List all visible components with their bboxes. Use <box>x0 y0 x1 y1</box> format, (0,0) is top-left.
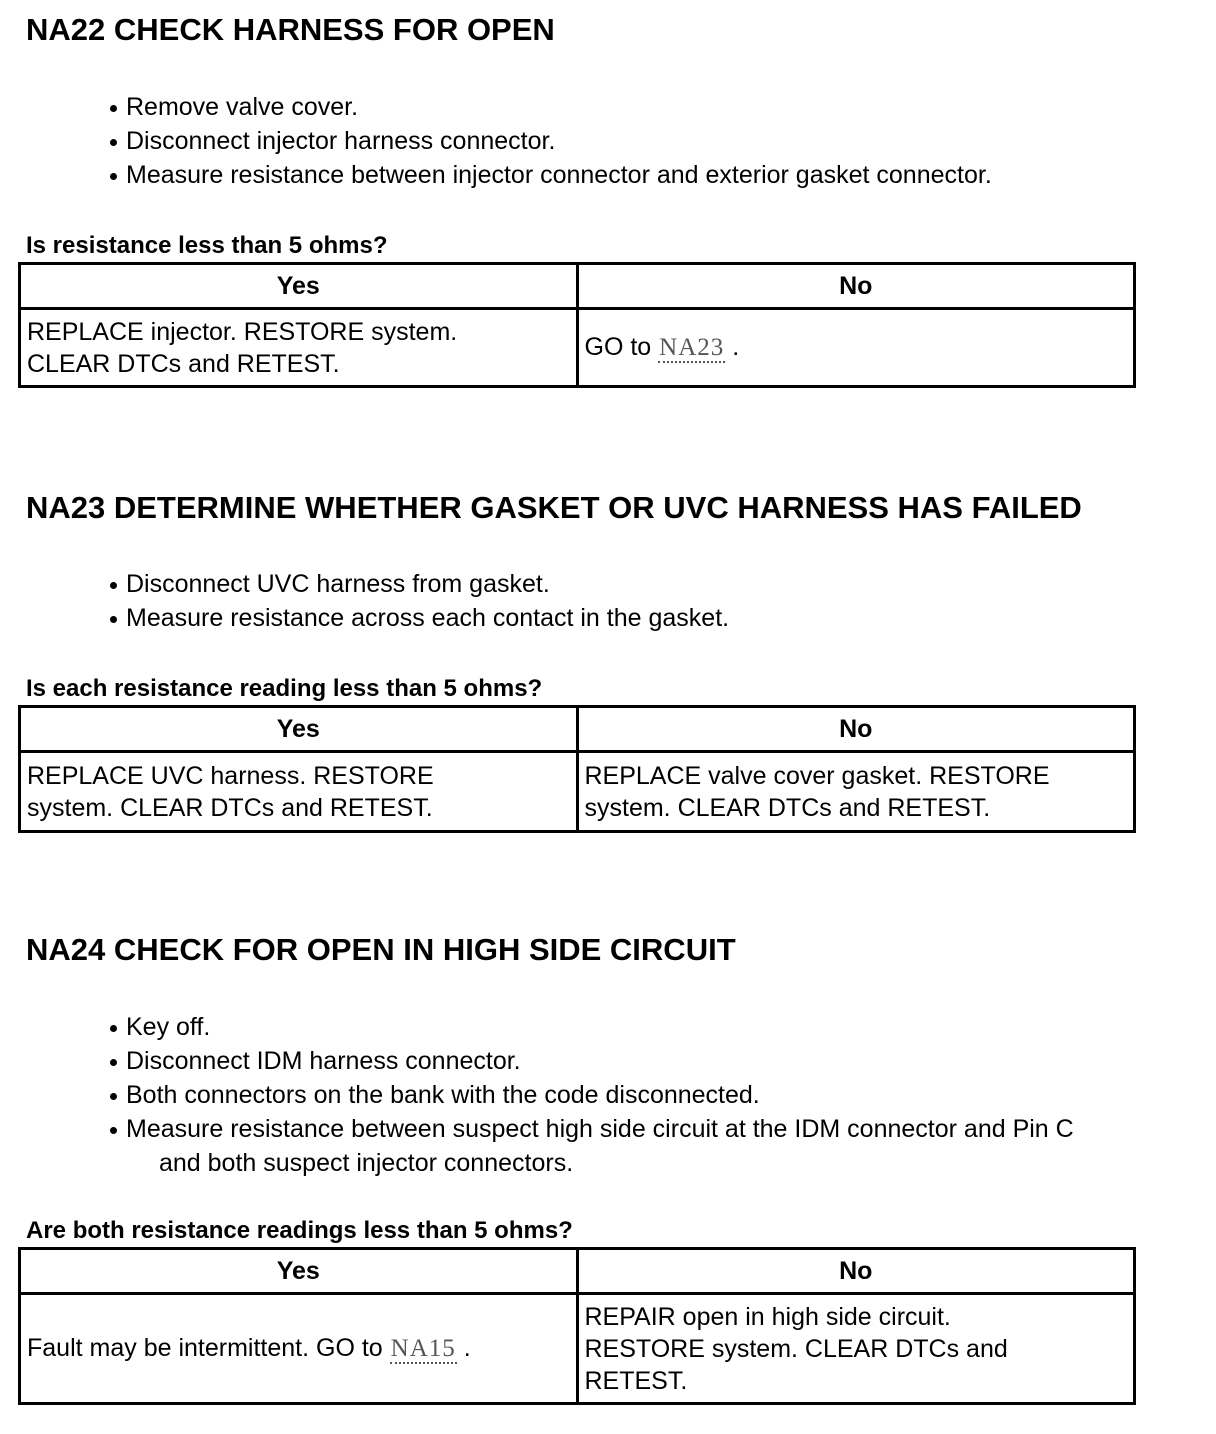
section-na22 <box>0 12 1216 392</box>
no-cell-text: GO to <box>584 333 659 361</box>
question: Is each resistance reading less than 5 ohms? <box>26 675 543 702</box>
yes-header: Yes <box>20 1249 578 1294</box>
step-list <box>106 567 729 635</box>
step-item: Disconnect IDM harness connector. <box>106 1044 1074 1078</box>
section-title: NA23 DETERMINE WHETHER GASKET OR UVC HARNESS HAS FAILED <box>26 490 1082 525</box>
step-item: Measure resistance between injector connector and exterior gasket connector. <box>106 158 992 192</box>
answer-table <box>18 705 1136 833</box>
section-na24 <box>0 932 1216 1422</box>
yes-cell <box>20 752 578 832</box>
yes-cell-text: Fault may be intermittent. GO to <box>27 1334 390 1362</box>
link-na15[interactable]: NA15 <box>390 1335 456 1362</box>
yes-header: Yes <box>20 707 578 752</box>
yes-cell-line: REPLACE UVC harness. RESTORE <box>27 761 434 790</box>
yes-cell-line: system. CLEAR DTCs and RETEST. <box>27 793 433 822</box>
step-item: Both connectors on the bank with the code disconnected. <box>106 1078 1074 1112</box>
step-item: Measure resistance across each contact in the gasket. <box>106 601 729 635</box>
answer-table <box>18 1247 1136 1405</box>
no-cell-line: RETEST. <box>584 1366 688 1395</box>
step-list <box>106 90 992 192</box>
no-cell-line: system. CLEAR DTCs and RETEST. <box>584 793 991 822</box>
no-cell <box>577 309 1135 387</box>
no-cell-suffix: . <box>725 333 740 361</box>
no-header: No <box>577 264 1135 309</box>
no-cell <box>577 1294 1135 1404</box>
no-cell <box>577 752 1135 832</box>
step-item: Disconnect injector harness connector. <box>106 124 992 158</box>
step-list <box>106 1010 1074 1180</box>
yes-cell-line: REPLACE injector. RESTORE system. <box>27 317 458 346</box>
section-title: NA24 CHECK FOR OPEN IN HIGH SIDE CIRCUIT <box>26 932 736 967</box>
step-item: Key off. <box>106 1010 1074 1044</box>
section-title: NA22 CHECK HARNESS FOR OPEN <box>26 12 555 47</box>
yes-header: Yes <box>20 264 578 309</box>
step-item: Disconnect UVC harness from gasket. <box>106 567 729 601</box>
step-item: Remove valve cover. <box>106 90 992 124</box>
question: Is resistance less than 5 ohms? <box>26 232 388 259</box>
no-header: No <box>577 1249 1135 1294</box>
no-cell-line: REPLACE valve cover gasket. RESTORE <box>584 761 1050 790</box>
yes-cell <box>20 1294 578 1404</box>
section-na23 <box>0 490 1216 840</box>
link-na23[interactable]: NA23 <box>659 334 725 361</box>
yes-cell-line: CLEAR DTCs and RETEST. <box>27 349 340 378</box>
no-header: No <box>577 707 1135 752</box>
step-item-text: Measure resistance between suspect high side circuit at the IDM connector and Pin C <box>126 1115 1074 1143</box>
step-item-continuation: and both suspect injector connectors. <box>159 1149 574 1177</box>
question: Are both resistance readings less than 5 ohms? <box>26 1217 573 1244</box>
no-cell-line: REPAIR open in high side circuit. <box>584 1302 951 1331</box>
yes-cell-suffix: . <box>456 1334 471 1362</box>
no-cell-line: RESTORE system. CLEAR DTCs and <box>584 1334 1008 1363</box>
answer-table <box>18 262 1136 388</box>
yes-cell <box>20 309 578 387</box>
step-item <box>106 1112 1074 1180</box>
